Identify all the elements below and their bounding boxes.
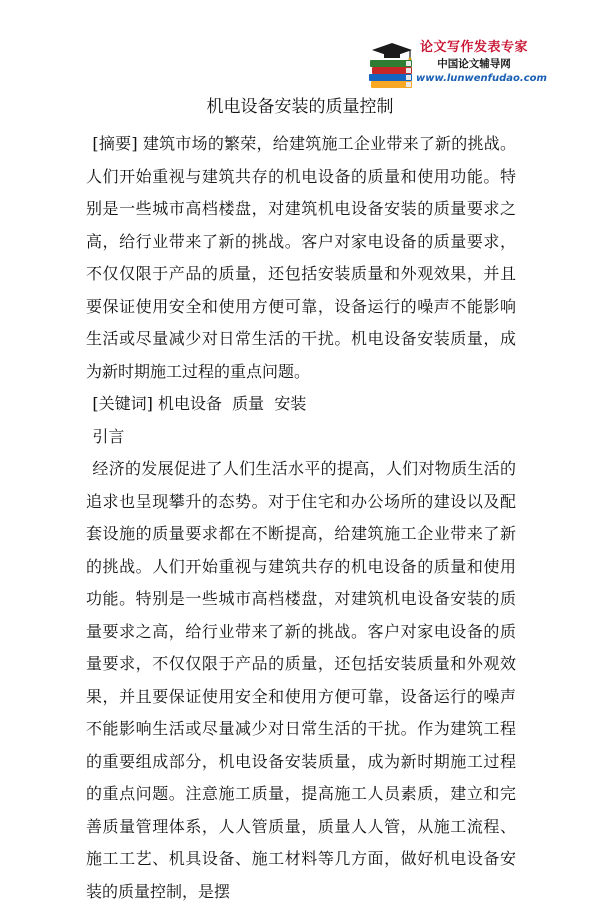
abstract-paragraph xyxy=(86,128,516,388)
intro-heading: 引言 xyxy=(92,426,125,446)
document-title: 机电设备安装的质量控制 xyxy=(206,97,394,117)
abstract-text: 建筑市场的繁荣，给建筑施工企业带来了新的挑战。人们开始重视与建筑共存的机电设备的质量和使用功能。特别是一些城市高档楼盘，对建筑机电设备安装的质量要求之高，给行业带来了新的挑战。客户对家电设备的质量要求，不仅仅限于产品的质量，还包括安装质量和外观效果，并且要保证使用安全和使用方便可靠，设备运行的噪声不能影响生活或尽量减少对日常生活的干扰。机电设备安装质量，成为新时期施工过程的重点问题。 xyxy=(86,134,516,381)
keywords-paragraph xyxy=(86,388,516,421)
keywords-label: [关键词] xyxy=(92,394,153,413)
intro-text: 经济的发展促进了人们生活水平的提高，人们对物质生活的追求也呈现攀升的态势。对于住宅和办公场所的建设以及配套设施的质量要求都在不断提高，给建筑施工企业带来了新的挑战。人们开始重视与建筑共存的机电设备的质量和使用功能。特别是一些城市高档楼盘，对建筑机电设备安装的质量要求之高，给行业带来了新的挑战。客户对家电设备的质量要求，不仅仅限于产品的质量，还包括安装质量和外观效果，并且要保证使用安全和使用方便可靠，设备运行的噪声不能影响生活或尽量减少对日常生活的干扰。作为建筑工程的重要组成部分，机电设备安装质量，成为新时期施工过程的重点问题。注意施工质量，提高施工人员素质，建立和完善质量管理体系，人人管质量，质量人人管，从施工流程、施工工艺、机具设备、施工材料等几方面，做好机电设备安装的质量控制，是摆 xyxy=(86,459,516,901)
logo-site-name: 中国论文辅导网 xyxy=(437,58,511,70)
intro-paragraph xyxy=(86,453,516,908)
document-body xyxy=(86,128,516,908)
logo-slogan: 论文写作发表专家 xyxy=(419,40,528,55)
site-logo xyxy=(366,38,547,92)
books-graduation-cap-icon xyxy=(366,40,416,90)
logo-text xyxy=(416,38,547,84)
abstract-label: [摘要] xyxy=(92,134,138,153)
logo-url: www.lunwenfudao.com xyxy=(416,72,547,84)
keywords-text: 机电设备 质量 安装 xyxy=(157,394,307,413)
